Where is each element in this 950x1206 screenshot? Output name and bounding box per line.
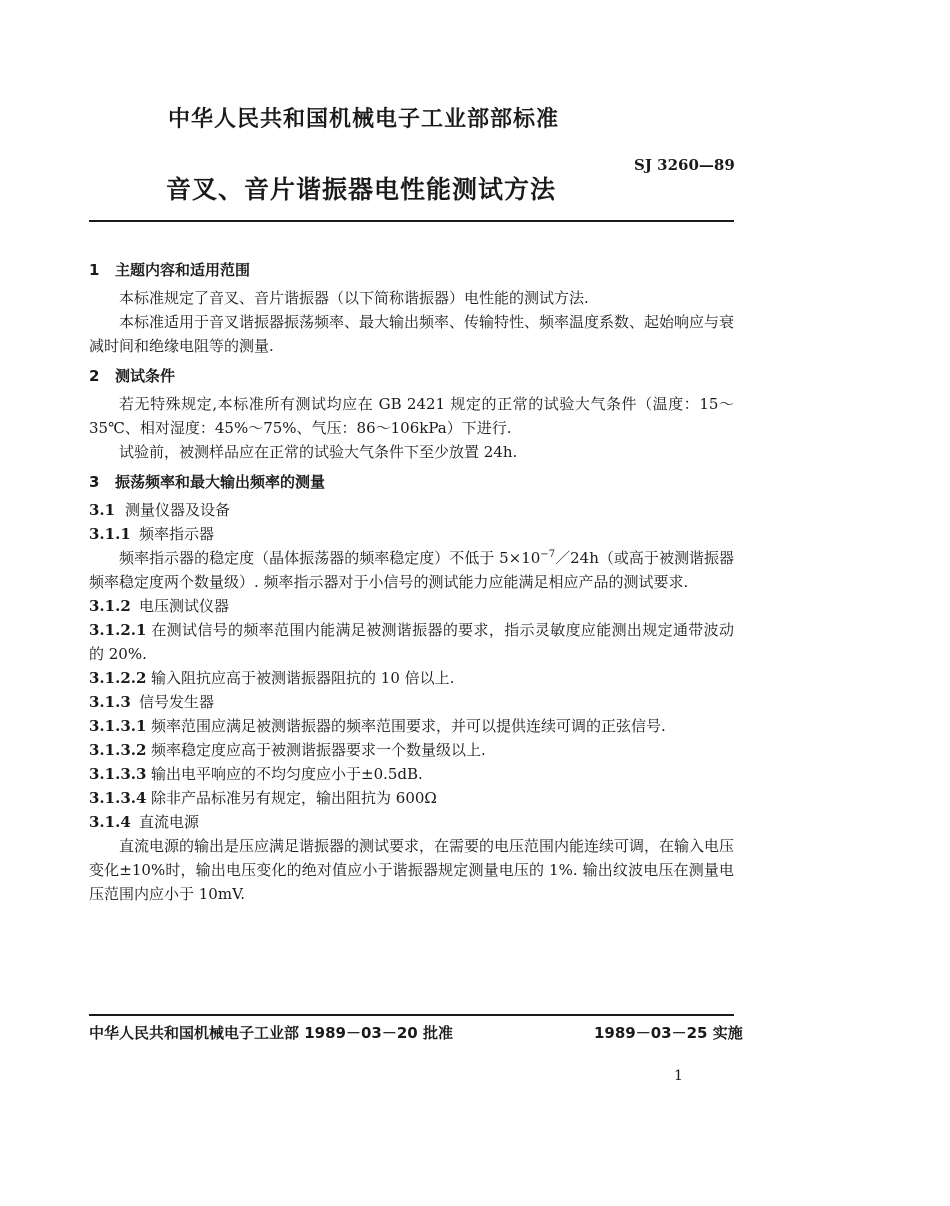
section-heading: 3 振荡频率和最大输出频率的测量 <box>89 473 326 491</box>
section-heading: 1 主题内容和适用范围 <box>89 261 251 279</box>
footer-divider <box>89 1014 734 1016</box>
paragraph: 若无特殊规定,本标准所有测试均应在 GB 2421 规定的正常的试验大气条件（温度：15～35℃、相对湿度：45%～75%、气压：86～106kPa）下进行. <box>89 395 734 437</box>
standard-code: SJ 3260—89 <box>634 156 735 174</box>
header-divider <box>89 220 734 222</box>
subsection-heading: 3.1.4 直流电源 <box>89 813 200 831</box>
paragraph: 频率指示器的稳定度（晶体振荡器的频率稳定度）不低于 $5\times 10^{-7}/24h$（或高于被测谐振器频率稳定度两个数量级）. 频率指示器对于小信号的测试能力应能满足相应产品的测试要求. <box>89 549 734 591</box>
subsection-heading: 3.1.1 频率指示器 <box>89 525 215 543</box>
subsection-heading: 3.1.3 信号发生器 <box>89 693 215 711</box>
document-body <box>89 252 734 906</box>
section-heading: 2 测试条件 <box>89 367 176 385</box>
page-number: 1 <box>674 1068 683 1084</box>
implementation-date: 1989－03－25 实施 <box>594 1024 743 1042</box>
document-title: 音叉、音片谐振器电性能测试方法 <box>166 175 557 204</box>
paragraph: 直流电源的输出是压应满足谐振器的测试要求，在需要的电压范围内能连续可调，在输入电压变化±10%时，输出电压变化的绝对值应小于谐振器规定测量电压的 1%. 输出纹波电压在测量电压范围内应小于 10mV. <box>89 837 735 903</box>
standard-organization-header: 中华人民共和国机械电子工业部部标准 <box>168 107 560 132</box>
clause: 3.1.3.2 频率稳定度应高于被测谐振器要求一个数量级以上. <box>89 741 486 759</box>
clause: 3.1.2.1 在测试信号的频率范围内能满足被测谐振器的要求，指示灵敏度应能测出规定通带波动的 20%. <box>89 621 734 663</box>
paragraph: 本标准规定了音叉、音片谐振器（以下简称谐振器）电性能的测试方法. <box>119 289 589 307</box>
paragraph: 试验前，被测样品应在正常的试验大气条件下至少放置 24h. <box>119 443 518 461</box>
clause: 3.1.3.1 频率范围应满足被测谐振器的频率范围要求，并可以提供连续可调的正弦信号. <box>89 717 666 735</box>
clause: 3.1.3.3 输出电平响应的不均匀度应小于±0.5dB. <box>89 765 423 783</box>
clause: 3.1.3.4 除非产品标准另有规定，输出阻抗为 600Ω <box>89 789 437 807</box>
subsection-heading: 3.1 测量仪器及设备 <box>89 501 231 519</box>
approval-line: 中华人民共和国机械电子工业部 1989－03－20 批准 <box>89 1024 453 1042</box>
clause: 3.1.2.2 输入阻抗应高于被测谐振器阻抗的 10 倍以上. <box>89 669 455 687</box>
subsection-heading: 3.1.2 电压测试仪器 <box>89 597 230 615</box>
paragraph: 本标准适用于音叉谐振器振荡频率、最大输出频率、传输特性、频率温度系数、起始响应与衰减时间和绝缘电阻等的测量. <box>89 313 735 355</box>
